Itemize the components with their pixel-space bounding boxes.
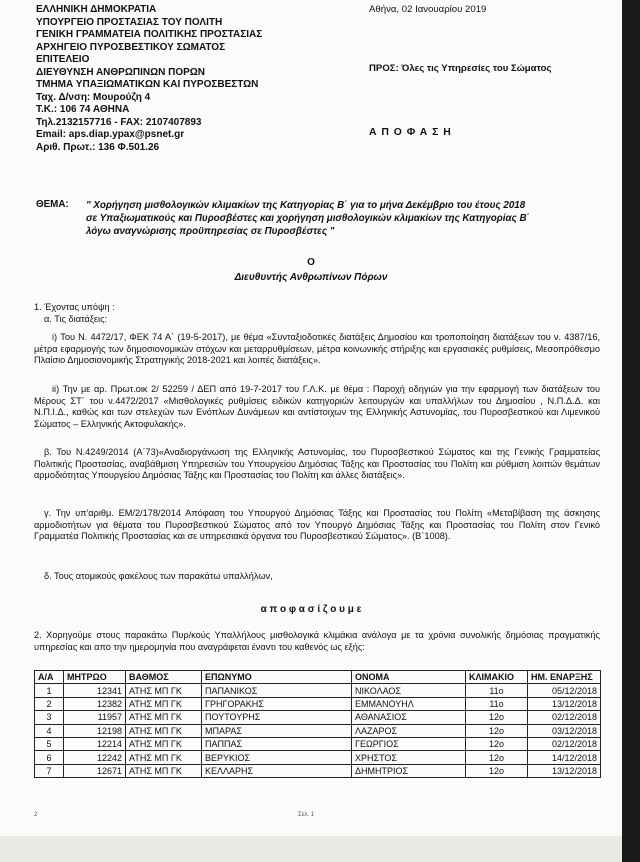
table-cell: 12ο [466,711,528,724]
letterhead-line: Τ.Κ.: 106 74 ΑΘΗΝΑ [36,104,130,115]
table-cell: ΑΤΗΣ ΜΠ ΓΚ [126,697,202,710]
column-header: ΒΑΘΜΟΣ [126,671,202,684]
table-cell: 02/12/2018 [528,737,601,750]
letterhead-line: Αριθ. Πρωτ.: 136 Φ.501.26 [36,141,160,153]
letterhead-line: ΕΠΙΤΕΛΕΙΟ [36,54,90,65]
issuer-article: Ο [307,257,315,268]
table-cell: 3 [35,711,64,724]
table-cell: 13/12/2018 [528,697,601,710]
table-row [35,711,601,724]
table-row [35,684,601,697]
table-cell: ΠΑΠΠΑΣ [202,737,352,750]
table-cell: ΧΡΗΣΤΟΣ [352,751,466,764]
margin-mark: 2 [34,812,38,818]
subject-line: λόγω αναγνώρισης προϋπηρεσίας σε Πυροσβέστες " [86,226,335,238]
table-cell: ΑΤΗΣ ΜΠ ΓΚ [126,711,202,724]
table-cell: ΜΠΑΡΑΣ [202,724,352,737]
table-cell: 05/12/2018 [528,684,601,697]
letterhead-line: ΑΡΧΗΓΕΙΟ ΠΥΡΟΣΒΕΣΤΙΚΟΥ ΣΩΜΑΤΟΣ [36,41,226,53]
table-cell: 11ο [466,684,528,697]
column-header: ΕΠΩΝΥΜΟ [202,671,352,684]
letterhead-line: ΥΠΟΥΡΓΕΙΟ ΠΡΟΣΤΑΣΙΑΣ ΤΟΥ ΠΟΛΙΤΗ [36,16,223,28]
table-cell: 7 [35,764,64,777]
table-cell: 5 [35,737,64,750]
table-cell: 12214 [64,737,126,750]
table-cell: 12ο [466,751,528,764]
table-header-row [35,671,601,684]
table-cell: 03/12/2018 [528,724,601,737]
table-cell: 11ο [466,697,528,710]
table-cell: ΑΤΗΣ ΜΠ ΓΚ [126,737,202,750]
subject-line: σε Υπαξιωματικούς και Πυροσβέστες και χορήγηση μισθολογικών κλιμακίων της Κατηγορίας Β΄ [86,213,530,225]
column-header: ΟΝΟΜΑ [352,671,466,684]
table-cell: ΑΤΗΣ ΜΠ ΓΚ [126,764,202,777]
table-cell: ΛΑΖΑΡΟΣ [352,724,466,737]
table-cell: 14/12/2018 [528,751,601,764]
decision-heading: α π ο φ α σ ί ζ ο υ μ ε [260,604,362,615]
issuer-title: Διευθυντής Ανθρωπίνων Πόρων [234,272,388,283]
table-row [35,764,601,777]
table-cell: 11957 [64,711,126,724]
table-row [35,737,601,750]
table-row [35,751,601,764]
scan-background [0,836,622,862]
letterhead-line: ΓΕΝΙΚΗ ΓΡΑΜΜΑΤΕΙΑ ΠΟΛΙΤΙΚΗΣ ΠΡΟΣΤΑΣΙΑΣ [36,29,263,40]
table-cell: ΕΜΜΑΝΟΥΗΛ [352,697,466,710]
table-cell: ΓΡΗΓΟΡΑΚΗΣ [202,697,352,710]
letterhead-line: Ταχ. Δ/νση: Μουρούζη 4 [36,91,151,103]
table-cell: 02/12/2018 [528,711,601,724]
table-body [35,684,601,778]
column-header: ΚΛΙΜΑΚΙΟ [466,671,528,684]
table-cell: ΑΤΗΣ ΜΠ ΓΚ [126,724,202,737]
table-cell: ΔΗΜΗΤΡΙΟΣ [352,764,466,777]
table-cell: ΝΙΚΟΛΑΟΣ [352,684,466,697]
table-cell: 12671 [64,764,126,777]
letterhead [36,4,262,154]
table-cell: 1 [35,684,64,697]
item-c: γ. Την υπ'αριθμ. ΕΜ/2/178/2014 Απόφαση του Υπουργού Δημόσιας Τάξης και Προστασίας του Πολίτη «Μεταβίβαση της άσκησης αρμοδιοτήτων για θέματα του Πυροσβεστικού Σώματος από τον Υπουργό Δημόσιας Τάξης και Προστασίας του Πολίτη στον Γενικό Γραμματέα Πολιτικής Προστασίας και σε υπηρεσιακά όργανα του Πυροσβεστικού Σώματος». (Β΄1008). [34,508,600,542]
document-date: Αθήνα, 02 Ιανουαρίου 2019 [369,4,487,15]
subject-line: " Χορήγηση μισθολογικών κλιμακίων της Κατηγορίας Β΄ για το μήνα Δεκέμβριο του έτους 2018 [86,200,526,211]
document-type: Α Π Ο Φ Α Σ Η [369,127,452,138]
column-header: ΜΗΤΡΩΟ [64,671,126,684]
subject [86,199,530,239]
letterhead-line: ΤΜΗΜΑ ΥΠΑΞΙΩΜΑΤΙΚΩΝ ΚΑΙ ΠΥΡΟΣΒΕΣΤΩΝ [36,79,259,90]
letterhead-line: ΔΙΕΥΘΥΝΣΗ ΑΝΘΡΩΠΙΝΩΝ ΠΟΡΩΝ [36,66,206,78]
table-cell: 6 [35,751,64,764]
table-cell: 12ο [466,764,528,777]
table-cell: 12341 [64,684,126,697]
letterhead-line: Email: aps.diap.ypax@psnet.gr [36,129,185,140]
table-cell: 12382 [64,697,126,710]
table-cell: 4 [35,724,64,737]
subject-label: ΘΕΜΑ: [36,199,69,210]
considering-heading: 1. Έχοντας υπόψη : [34,302,115,312]
table-cell: ΑΘΑΝΑΣΙΟΣ [352,711,466,724]
staff-table [34,670,601,778]
column-header: Α/Α [35,671,64,684]
table-cell: ΒΕΡΥΚΙΟΣ [202,751,352,764]
table-cell: 13/12/2018 [528,764,601,777]
item-d: δ. Τους ατομικούς φακέλους των παρακάτω υπαλλήλων, [44,571,273,581]
table-cell: ΠΟΥΤΟΥΡΗΣ [202,711,352,724]
table-cell: 2 [35,697,64,710]
table-cell: 12242 [64,751,126,764]
table-cell: ΓΕΩΡΓΙΟΣ [352,737,466,750]
table-cell: ΚΕΛΛΑΡΗΣ [202,764,352,777]
letterhead-line: Τηλ.2132157716 - FAX: 2107407893 [36,116,202,128]
paragraph-2: 2. Χορηγούμε στους παρακάτω Πυρ/κούς Υπαλλήλους μισθολογικά κλιμάκια ανάλογα με τα χρόνια συνολικής δημόσιας πραγματικής υπηρεσίας και απο την ημερομηνία που αναγράφεται έναντι του καθενός ως εξής: [34,630,600,652]
table-row [35,697,601,710]
table-cell: 12ο [466,724,528,737]
item-a-ii: ii) Την με αρ. Πρωτ.οικ 2/ 52259 / ΔΕΠ από 19-7-2017 του Γ.Λ.Κ. με θέμα : Παροχή οδηγιών για την εφαρμογή των διατάξεων του Μέρους ΣΤ΄ του ν.4472/2017 «Μισθολογικές ρυθμίσεις ειδικών κατηγοριών λειτουργών και υπαλλήλων του Δημοσίου , Ν.Π.Δ.Δ. και Ν.Π.Ι.Δ., καθώς και των στελεχών των Ενόπλων Δυνάμεων και αντίστοιχων της Ελληνικής Αστυνομίας, του Πυροσβεστικού και Λιμενικού Σώματος – Ελληνικής Ακτοφυλακής». [34,384,600,429]
page-number: Σελ. 1 [298,812,315,818]
letterhead-line: ΕΛΛΗΝΙΚΗ ΔΗΜΟΚΡΑΤΙΑ [36,4,157,15]
table-cell: ΑΤΗΣ ΜΠ ΓΚ [126,751,202,764]
table-cell: ΠΑΠΑΝΙΚΟΣ [202,684,352,697]
item-b: β. Του Ν.4249/2014 (Α΄73)«Αναδιοργάνωση της Ελληνικής Αστυνομίας, του Πυροσβεστικού Σώματος και της Γενικής Γραμματείας Πολιτικής Προστασίας, αναβάθμιση Υπηρεσιών του Υπουργείου Δημόσιας Τάξης και Προστασίας του Πολίτη και ρύθμιση λοιπών θεμάτων αρμοδιότητας Υπουργείου Δημόσιας Τάξης και Προστασίας του Πολίτη και άλλες διατάξεις». [34,447,600,481]
table-cell: 12ο [466,737,528,750]
table-cell: ΑΤΗΣ ΜΠ ΓΚ [126,684,202,697]
item-a: α. Τις διατάξεις: [44,314,108,324]
column-header: ΗΜ. ΕΝΑΡΞΗΣ [528,671,601,684]
table-cell: 12198 [64,724,126,737]
recipient: ΠΡΟΣ: Όλες τις Υπηρεσίες του Σώματος [369,63,552,74]
item-a-i: i) Του Ν. 4472/17, ΦΕΚ 74 Α΄ (19-5-2017), με θέμα «Συνταξιοδοτικές διατάξεις Δημοσίου και τροποποίηση διατάξεων του ν. 4387/16, μέτρα εφαρμογής των δημοσιονομικών στόχων και μεταρρυθμίσεων, μέτρα κοινωνικής στήριξης και εργασιακές ρυθμίσεις, Μεσοπρόθεσμο Πλαίσιο Δημοσιονομικής Στρατηγικής 2018-2021 και λοιπές διατάξεις». [34,332,600,366]
table-row [35,724,601,737]
